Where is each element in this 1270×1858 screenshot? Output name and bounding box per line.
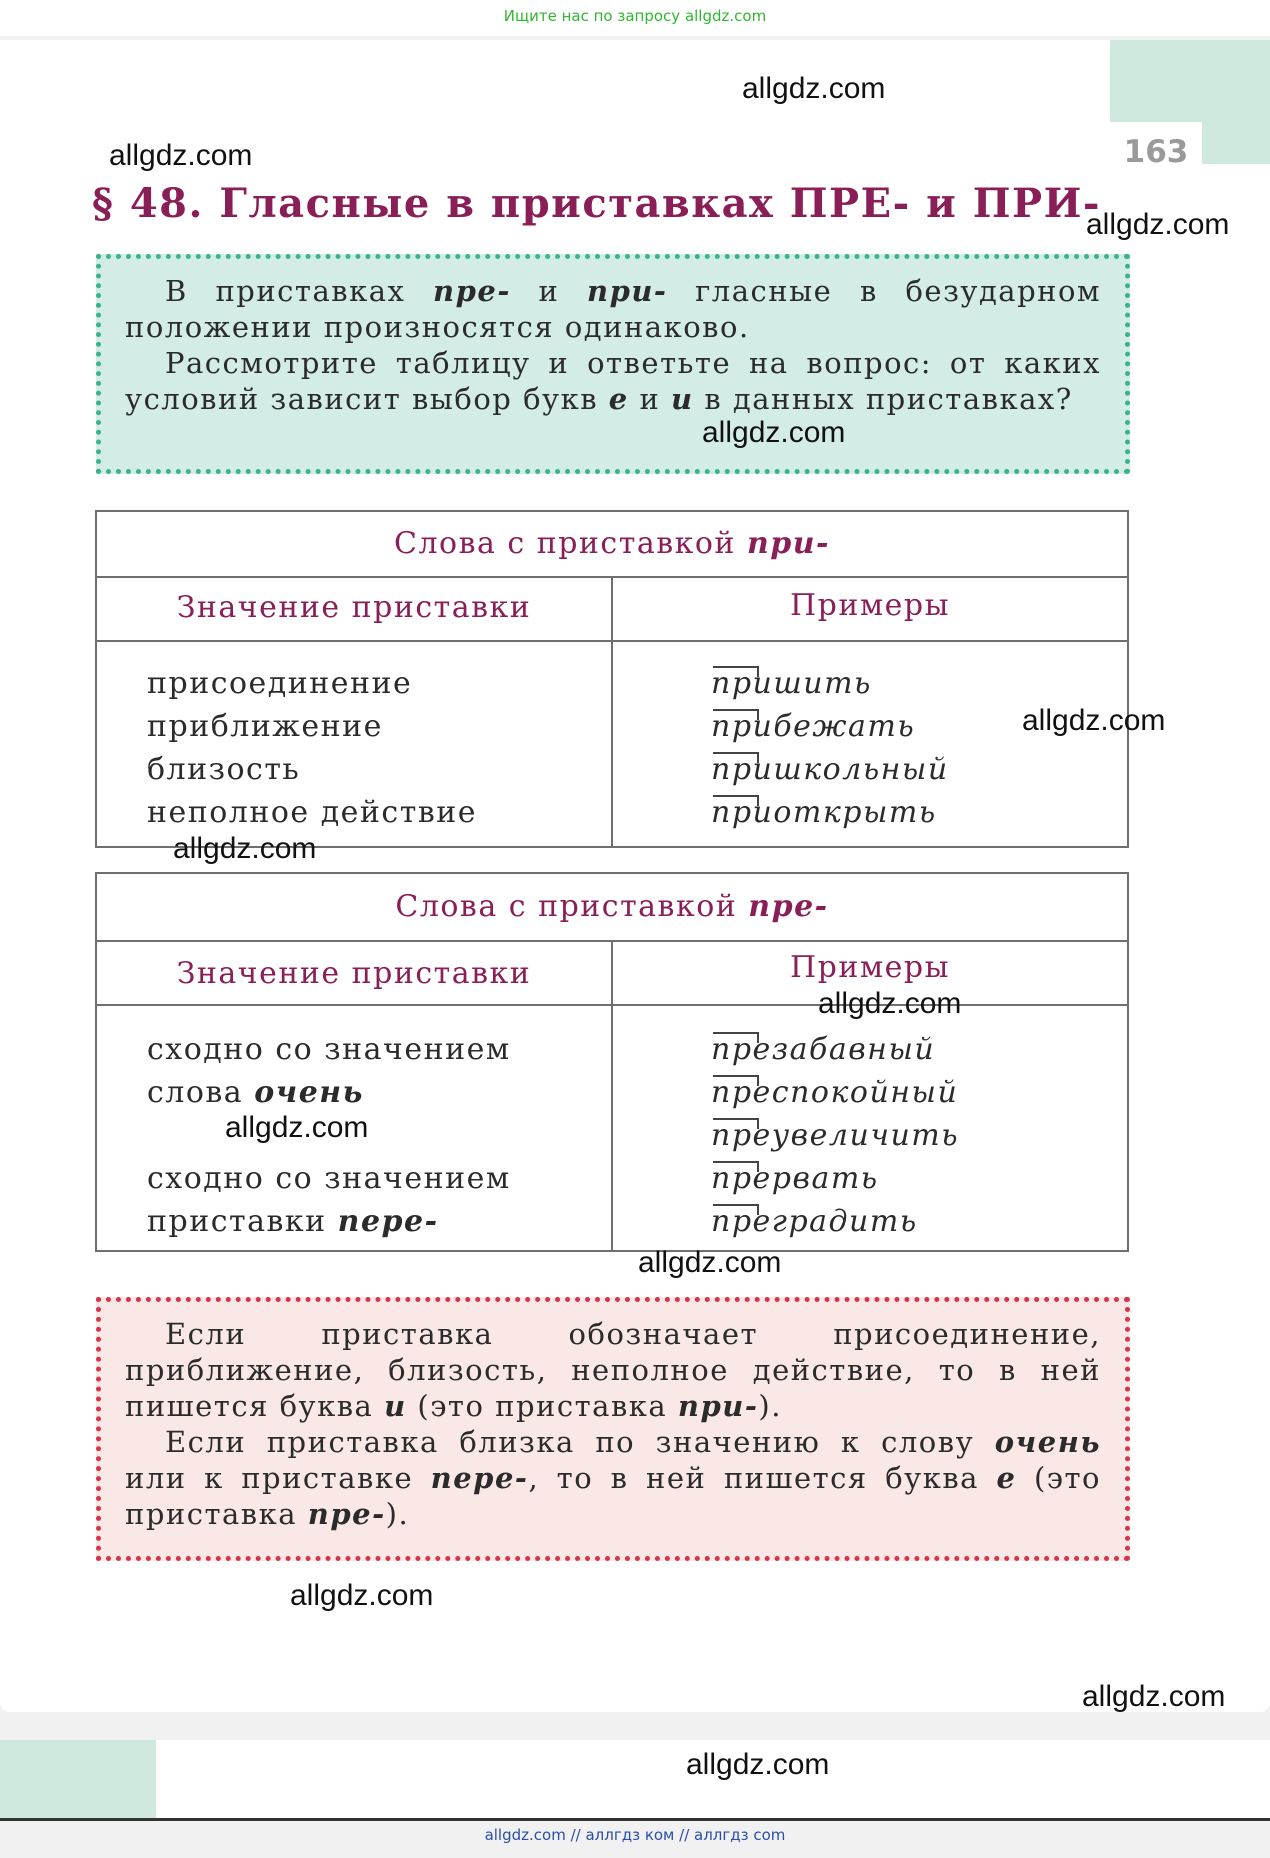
- table-pre-caption: Слова с приставкой пре-: [97, 874, 1127, 942]
- list-item: сходно со значением: [147, 1161, 511, 1196]
- table-pre-col-meaning: Значение приставки: [97, 942, 611, 1006]
- table-prefix-pri: [95, 510, 1129, 848]
- prefix-mark-icon: [713, 1075, 759, 1086]
- prefix-mark-icon: [713, 795, 759, 806]
- list-item: преградить: [711, 1204, 918, 1239]
- watermark: allgdz.com: [290, 1579, 434, 1612]
- rule-paragraph-1: Если приставка обозначает присоединение, приближение, близость, неполное действие, то в ней пишется буква и (это приставка при-).: [125, 1317, 1101, 1423]
- list-item: прибежать: [711, 709, 916, 744]
- table-pri-examples: [711, 662, 949, 834]
- watermark: allgdz.com: [225, 1111, 369, 1144]
- list-item: преспокойный: [711, 1075, 959, 1110]
- rule-paragraph-2: Если приставка близка по значению к слову очень или к приставке пере-, то в ней пишется буква е (это приставка пре-).: [125, 1425, 1102, 1531]
- list-item: презабавный: [711, 1032, 936, 1067]
- list-item: приближение: [147, 709, 383, 744]
- list-item: приоткрыть: [711, 795, 937, 830]
- watermark: allgdz.com: [702, 416, 846, 449]
- list-item: преувеличить: [711, 1118, 960, 1153]
- list-item: близость: [147, 752, 301, 787]
- section-title: § 48. Гласные в приставках ПРЕ- и ПРИ-: [92, 180, 1101, 227]
- list-item: неполное действие: [147, 795, 477, 830]
- next-page-strip: [0, 1740, 1270, 1818]
- table-pre-col-examples: Примеры: [613, 942, 1127, 1006]
- table-pre-examples: [711, 1028, 959, 1243]
- intro-box: [96, 254, 1130, 474]
- prefix-mark-icon: [713, 1161, 759, 1172]
- top-banner[interactable]: Ищите нас по запросу allgdz.com: [0, 0, 1270, 36]
- table-pri-col-meaning: Значение приставки: [97, 578, 611, 642]
- prefix-mark-icon: [713, 1032, 759, 1043]
- watermark: allgdz.com: [742, 72, 886, 105]
- table-pre-divider: [611, 942, 613, 1250]
- table-pri-caption: Слова с приставкой при-: [97, 512, 1127, 578]
- footer-divider: [0, 1818, 1270, 1821]
- table-pri-divider: [611, 578, 613, 846]
- watermark: allgdz.com: [1082, 1680, 1226, 1713]
- table-pri-col-examples: Примеры: [613, 578, 1127, 642]
- prefix-mark-icon: [713, 709, 759, 720]
- list-item: прервать: [711, 1161, 879, 1196]
- intro-paragraph-1: В приставках пре- и при- гласные в безударном положении произносятся одинаково.: [125, 274, 1102, 344]
- watermark: allgdz.com: [686, 1748, 830, 1781]
- list-item: сходно со значением: [147, 1032, 511, 1067]
- list-item: присоединение: [147, 666, 413, 701]
- prefix-mark-icon: [713, 752, 759, 763]
- watermark: allgdz.com: [1086, 208, 1230, 241]
- prefix-mark-icon: [713, 1204, 759, 1215]
- list-item: приставки пере-: [147, 1204, 439, 1239]
- page-number: 163: [1123, 134, 1189, 170]
- list-item: пришить: [711, 666, 872, 701]
- rule-box: [96, 1297, 1130, 1561]
- watermark: allgdz.com: [1022, 704, 1166, 737]
- next-page-tab: [0, 1740, 156, 1818]
- list-item: пришкольный: [711, 752, 949, 787]
- intro-paragraph-2: Рассмотрите таблицу и ответьте на вопрос: от каких условий зависит выбор букв е и и в данных приставках?: [125, 346, 1101, 416]
- table-pri-meanings: [147, 662, 477, 834]
- watermark: allgdz.com: [109, 139, 253, 172]
- footer-links[interactable]: allgdz.com // аллгдз ком // аллгдз com: [484, 1826, 786, 1844]
- watermark: allgdz.com: [818, 987, 962, 1020]
- list-item: слова очень: [147, 1075, 364, 1110]
- watermark: allgdz.com: [638, 1246, 782, 1279]
- prefix-mark-icon: [713, 1118, 759, 1129]
- watermark: allgdz.com: [173, 832, 317, 865]
- table-prefix-pre: [95, 872, 1129, 1252]
- prefix-mark-icon: [713, 666, 759, 677]
